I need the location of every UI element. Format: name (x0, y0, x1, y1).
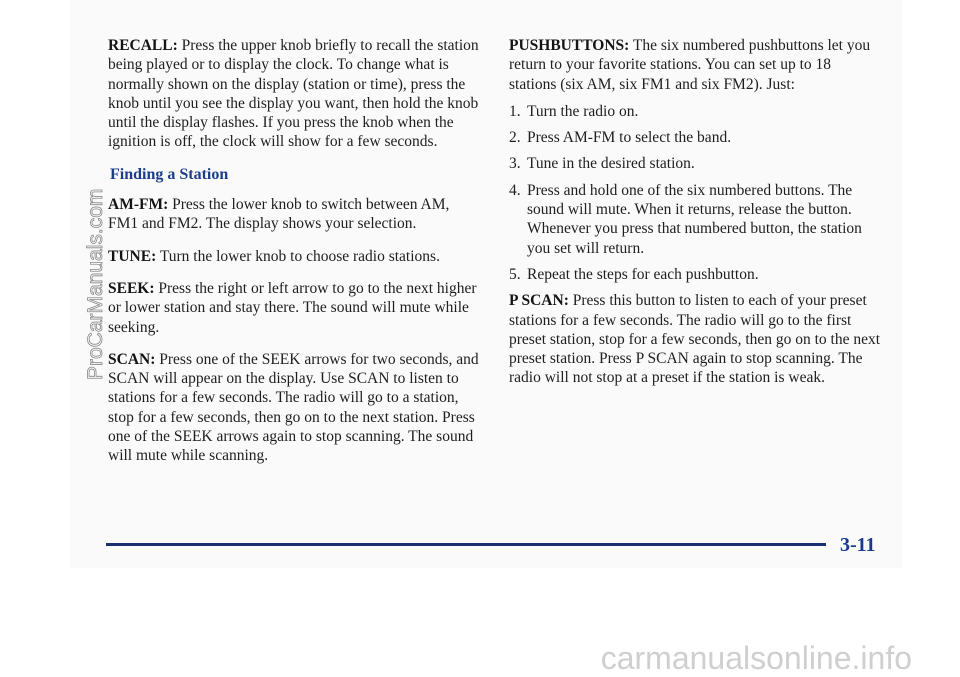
amfm-text: Press the lower knob to switch between AM, FM1 and FM2. The display shows your selection. (108, 196, 450, 233)
seek-paragraph (108, 279, 480, 337)
tune-label: TUNE: (108, 247, 157, 265)
step-text: Repeat the steps for each pushbutton. (527, 265, 759, 283)
step-text: Press AM-FM to select the band. (527, 129, 732, 147)
tune-text: Turn the lower knob to choose radio stations. (156, 247, 440, 265)
pscan-paragraph (509, 291, 881, 387)
steps-list (509, 102, 881, 284)
amfm-label: AM-FM: (108, 196, 169, 214)
footer-rule (106, 543, 826, 546)
right-column (509, 36, 881, 401)
side-watermark (76, 130, 116, 380)
pushbuttons-paragraph (509, 36, 881, 94)
step-number: 1. (509, 102, 521, 120)
side-watermark-text: ProCarManuals.com (84, 188, 107, 380)
bottom-watermark: carmanualsonline.info (600, 640, 912, 676)
step-text: Turn the radio on. (527, 102, 639, 120)
scan-text: Press one of the SEEK arrows for two seconds, and SCAN will appear on the display. Use SCAN to listen to stations for a few seconds. The radio will go to a station, stop for a few seconds, then go on to the next station. Press one of the SEEK arrows again to stop scanning. The sound will mute while scanning. (108, 350, 479, 465)
seek-label: SEEK: (108, 279, 155, 297)
list-item (509, 102, 881, 121)
tune-paragraph (108, 247, 480, 266)
scan-paragraph (108, 350, 480, 466)
step-text: Press and hold one of the six numbered buttons. The sound will mute. When it returns, release the button. Whenever you press that numbered button, the station you set will return. (527, 181, 862, 257)
amfm-paragraph (108, 195, 480, 234)
step-number: 2. (509, 129, 521, 147)
page-number: 3-11 (840, 534, 876, 556)
step-number: 5. (509, 265, 521, 283)
pushbuttons-text: The six numbered pushbuttons let you return to your favorite stations. You can set up to 18 stations (six AM, six FM1 and six FM2). Just: (509, 37, 871, 93)
list-item (509, 128, 881, 147)
step-number: 4. (509, 181, 521, 199)
scan-label: SCAN: (108, 350, 156, 368)
list-item (509, 181, 881, 258)
pscan-label: P SCAN: (509, 292, 569, 310)
left-column (108, 36, 480, 479)
pushbuttons-label: PUSHBUTTONS: (509, 37, 630, 54)
recall-label: RECALL: (108, 37, 178, 54)
step-number: 3. (509, 155, 521, 173)
recall-paragraph (108, 36, 480, 152)
finding-station-heading: Finding a Station (110, 165, 229, 183)
pscan-text: Press this button to listen to each of your preset stations for a few seconds. The radio will go to the first preset station, stop for a few seconds, then go on to the next preset station. Press P SCAN again to stop scanning. The radio will not stop at a preset if the station is weak. (509, 292, 881, 387)
recall-text: Press the upper knob briefly to recall the station being played or to display the clock. To change what is normally shown on the display (station or time), press the knob until you see the display you want, then hold the knob until the display flashes. If you press the knob when the ignition is off, the clock will show for a few seconds. (108, 37, 479, 151)
seek-text: Press the right or left arrow to go to the next higher or lower station and stay there. The sound will mute while seeking. (108, 279, 477, 336)
list-item (509, 265, 881, 284)
list-item (509, 154, 881, 173)
step-text: Tune in the desired station. (527, 155, 695, 173)
